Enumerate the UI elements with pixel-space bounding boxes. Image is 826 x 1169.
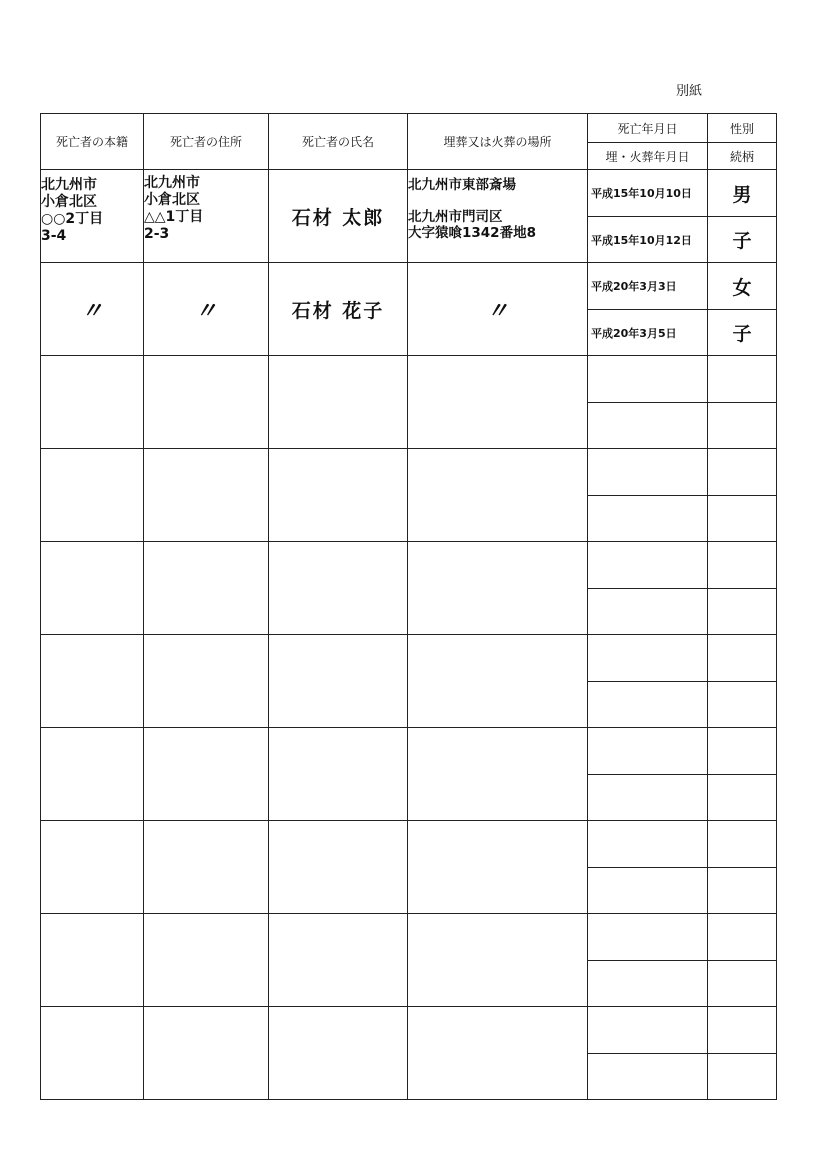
name-cell[interactable] (269, 821, 408, 914)
relation-cell[interactable] (708, 868, 777, 914)
relation-cell[interactable] (708, 1054, 777, 1100)
sex-cell[interactable] (708, 1007, 777, 1054)
header-domicile: 死亡者の本籍 (41, 114, 144, 170)
place-cell[interactable] (408, 449, 588, 542)
domicile-line: 北九州市 (41, 177, 97, 193)
death-date-cell[interactable] (588, 728, 708, 775)
death-date-cell[interactable] (588, 914, 708, 961)
death-date-cell[interactable] (588, 449, 708, 496)
place-cell[interactable] (408, 1007, 588, 1100)
burial-date-cell[interactable] (588, 589, 708, 635)
address-line: 小倉北区 (144, 192, 200, 208)
relation-cell[interactable] (708, 775, 777, 821)
annex-label: 別紙 (676, 84, 703, 99)
domicile-line: 3-4 (41, 228, 67, 244)
sex-cell[interactable] (708, 914, 777, 961)
domicile-cell[interactable] (41, 356, 144, 449)
place-cell[interactable] (408, 635, 588, 728)
relation-cell[interactable] (708, 682, 777, 728)
table-row (41, 542, 777, 589)
header-address: 死亡者の住所 (144, 114, 269, 170)
domicile-line: 小倉北区 (41, 194, 97, 210)
place-cell[interactable] (408, 728, 588, 821)
address-cell[interactable] (144, 1007, 269, 1100)
table-row (41, 170, 777, 217)
address-line: 北九州市 (144, 175, 200, 191)
relation-cell: 子 (708, 310, 777, 356)
domicile-cell[interactable] (41, 635, 144, 728)
sex-cell[interactable] (708, 821, 777, 868)
table-row (41, 914, 777, 961)
place-line: 北九州市東部斎場 (408, 177, 516, 193)
place-line: 大字猿喰1342番地8 (408, 225, 536, 241)
burial-date-cell[interactable] (588, 775, 708, 821)
deceased-name: 石材 花子 (269, 263, 408, 356)
domicile-cell[interactable] (41, 449, 144, 542)
burial-date-cell[interactable] (588, 403, 708, 449)
name-cell[interactable] (269, 728, 408, 821)
address-cell[interactable] (144, 356, 269, 449)
name-cell[interactable] (269, 1007, 408, 1100)
table-row (41, 1007, 777, 1054)
death-date-cell[interactable] (588, 821, 708, 868)
burial-register-table (40, 113, 777, 1100)
place-cell (408, 170, 588, 263)
domicile-cell[interactable] (41, 728, 144, 821)
table-row (41, 728, 777, 775)
header-sex: 性別 (708, 114, 777, 143)
address-cell[interactable] (144, 728, 269, 821)
domicile-cell[interactable] (41, 821, 144, 914)
address-cell (144, 170, 269, 263)
relation-cell[interactable] (708, 496, 777, 542)
address-line: 2-3 (144, 226, 170, 242)
address-ditto: 〃 (144, 263, 269, 356)
relation-cell[interactable] (708, 961, 777, 1007)
burial-date-cell[interactable] (588, 496, 708, 542)
table-row (41, 635, 777, 682)
address-cell[interactable] (144, 821, 269, 914)
address-line: △△1丁目 (144, 209, 204, 225)
header-burial-date: 埋・火葬年月日 (588, 143, 708, 170)
relation-cell[interactable] (708, 403, 777, 449)
domicile-cell[interactable] (41, 542, 144, 635)
sex-cell: 男 (708, 170, 777, 217)
sex-cell[interactable] (708, 449, 777, 496)
place-cell[interactable] (408, 914, 588, 1007)
burial-date-cell[interactable] (588, 682, 708, 728)
header-name: 死亡者の氏名 (269, 114, 408, 170)
domicile-cell (41, 170, 144, 263)
domicile-cell[interactable] (41, 1007, 144, 1100)
burial-date-cell[interactable] (588, 1054, 708, 1100)
address-cell[interactable] (144, 635, 269, 728)
sex-cell[interactable] (708, 542, 777, 589)
header-relation: 続柄 (708, 143, 777, 170)
place-line: 北九州市門司区 (408, 209, 503, 225)
place-cell[interactable] (408, 821, 588, 914)
address-cell[interactable] (144, 542, 269, 635)
table-row (41, 263, 777, 310)
death-date-cell[interactable] (588, 635, 708, 682)
sex-cell[interactable] (708, 635, 777, 682)
death-date-cell[interactable] (588, 542, 708, 589)
death-date-cell[interactable] (588, 356, 708, 403)
address-cell[interactable] (144, 449, 269, 542)
deceased-name: 石材 太郎 (269, 170, 408, 263)
place-cell[interactable] (408, 356, 588, 449)
sex-cell[interactable] (708, 356, 777, 403)
relation-cell[interactable] (708, 589, 777, 635)
sex-cell[interactable] (708, 728, 777, 775)
table-row (41, 821, 777, 868)
place-cell[interactable] (408, 542, 588, 635)
table-row (41, 356, 777, 403)
place-ditto: 〃 (408, 263, 588, 356)
death-date: 平成20年3月3日 (588, 263, 708, 310)
relation-cell: 子 (708, 217, 777, 263)
name-cell[interactable] (269, 449, 408, 542)
name-cell[interactable] (269, 542, 408, 635)
burial-date-cell[interactable] (588, 868, 708, 914)
name-cell[interactable] (269, 914, 408, 1007)
name-cell[interactable] (269, 356, 408, 449)
name-cell[interactable] (269, 635, 408, 728)
burial-date: 平成20年3月5日 (588, 310, 708, 356)
domicile-cell[interactable] (41, 914, 144, 1007)
header-place: 埋葬又は火葬の場所 (408, 114, 588, 170)
burial-date: 平成15年10月12日 (588, 217, 708, 263)
address-cell[interactable] (144, 914, 269, 1007)
sex-cell: 女 (708, 263, 777, 310)
death-date-cell[interactable] (588, 1007, 708, 1054)
table-row (41, 449, 777, 496)
domicile-ditto: 〃 (41, 263, 144, 356)
burial-date-cell[interactable] (588, 961, 708, 1007)
header-death-date: 死亡年月日 (588, 114, 708, 143)
domicile-line: ○○2丁目 (41, 211, 104, 227)
death-date: 平成15年10月10日 (588, 170, 708, 217)
